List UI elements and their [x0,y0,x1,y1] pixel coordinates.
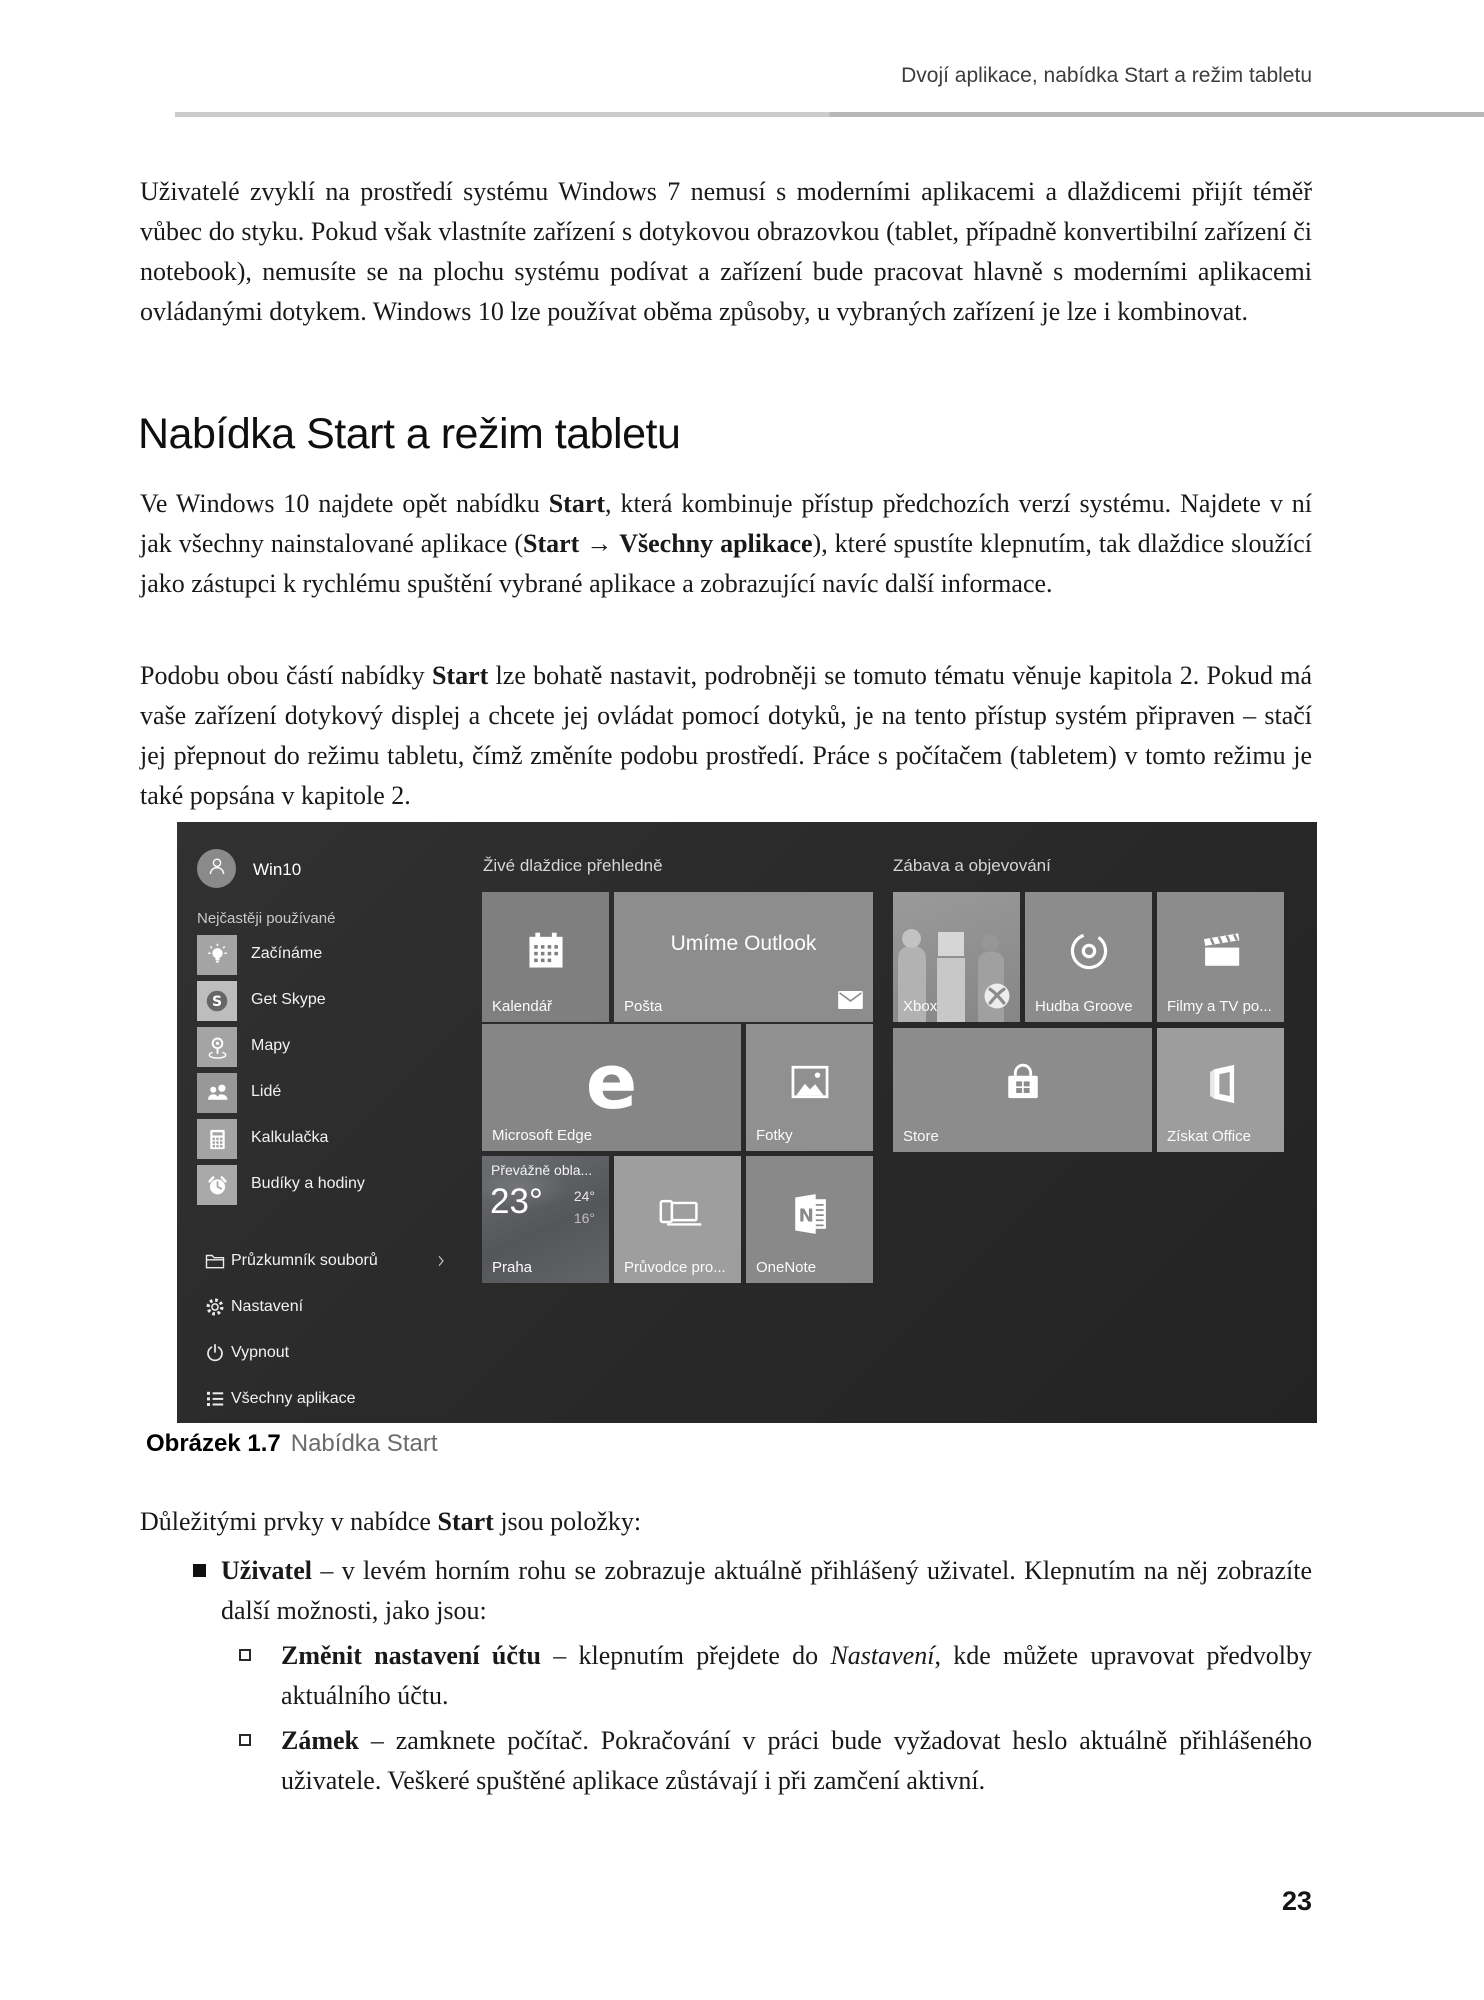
list-intro: Důležitými prvky v nabídce Start jsou položky: [140,1507,642,1536]
most-used-heading: Nejčastěji používané [197,910,336,927]
sidebar-item-lide[interactable]: Lidé [197,1073,497,1113]
sidebar-item-get-skype[interactable]: S Get Skype [197,981,497,1021]
user-name: Win10 [253,860,302,879]
office-logo-icon [1157,1042,1284,1126]
tile-kalendar[interactable]: Kalendář [482,892,609,1022]
skype-icon [197,981,237,1021]
group-heading-fun: Zábava a objevování [893,856,1051,875]
intro-paragraph: Uživatelé zvyklí na prostředí systému Windows 7 nemusí s moderními aplikacemi a dlaždicemi přijít téměř vůbec do styku. Pokud však vlastníte zařízení s dotykovou obrazovkou (tablet, případně konvertibilní zařízení či notebook), nemusíte se na plochu systému podívat a zařízení bude pracovat hlavně s moderními aplikacemi ovládanými dotykem. Windows 10 lze používat oběma způsoby, u vybraných zařízení je lze i kombinovat. [140,177,1312,326]
weather-city: Praha [492,1259,533,1276]
map-pin-icon [197,1027,237,1067]
weather-temperature: 23° [490,1182,543,1221]
store-bag-icon [893,1042,1152,1126]
figure-caption [146,1430,438,1458]
lightbulb-icon [197,935,237,975]
envelope-icon [838,991,863,1014]
start-menu-screenshot [177,822,1317,1423]
hollow-square-bullet-icon [239,1734,251,1746]
sidebar-item-budiky[interactable]: Budíky a hodiny [197,1165,497,1205]
sidebar-item-kalkulacka[interactable]: Kalkulačka [197,1119,497,1159]
header-rule [175,112,1484,117]
tile-xbox[interactable]: Xbox [893,892,1020,1022]
edge-e-icon: e [585,1036,638,1126]
tile-store[interactable]: Store [893,1028,1152,1152]
sidebar-item-mapy[interactable]: Mapy [197,1027,497,1067]
weather-high: 24° [573,1188,595,1204]
list-item-zmenit-nastaveni: Změnit nastavení účtu – klepnutím přejdete do Nastavení, kde můžete upravovat předvolby aktuálního účtu. [140,1636,1312,1716]
running-head: Dvojí aplikace, nabídka Start a režim tabletu [901,64,1312,87]
all-apps-icon [203,1387,227,1411]
folder-icon [203,1249,227,1273]
paragraph-tablet-mode: Podobu obou částí nabídky Start lze bohatě nastavit, podrobněji se tomuto tématu věnuje kapitola 2. Pokud má vaše zařízení dotykový displej a chcete jej ovládat pomocí dotyků, je na tento přístup systém připraven – stačí jej přepnout do režimu tabletu, čímž změníte podobu prostředí. Práce s počítačem (tabletem) v tomto režimu je také popsána v kapitole 2. [140,661,1312,810]
page-number: 23 [1281,1886,1312,1916]
groove-circle-icon [1025,906,1152,996]
hollow-square-bullet-icon [239,1649,251,1661]
alarm-clock-icon [197,1165,237,1205]
figure-caption-text: Nabídka Start [290,1430,438,1457]
user-avatar[interactable] [197,849,236,888]
tile-hudba-groove[interactable]: Hudba Groove [1025,892,1152,1022]
sidebar-item-pruzkumnik[interactable]: Průzkumník souborů [203,1246,503,1276]
devices-icon [614,1170,741,1257]
sidebar-item-nastaveni[interactable]: Nastavení [203,1292,503,1322]
posta-live-message: Umíme Outlook [670,932,817,955]
square-bullet-icon [193,1564,206,1577]
weather-condition: Převážně obla... [491,1162,593,1178]
figure-number: Obrázek 1.7 [146,1430,281,1457]
people-icon [197,1073,237,1113]
photos-icon [746,1038,873,1125]
svg-text:N: N [798,1204,814,1226]
section-heading: Nabídka Start a režim tabletu [138,410,681,458]
calculator-icon [197,1119,237,1159]
power-icon [203,1341,227,1365]
xbox-sphere-icon [982,981,1012,1016]
svg-text:S: S [211,994,223,1011]
onenote-icon [746,1170,873,1257]
chevron-right-icon [433,1253,449,1274]
clapperboard-icon [1157,906,1284,996]
gear-icon [203,1295,227,1319]
list-item-uzivatel: Uživatel – v levém horním rohu se zobrazuje aktuálně přihlášený uživatel. Klepnutím na něj zobrazíte další možnosti, jako jsou: [140,1551,1312,1631]
sidebar-item-vypnout[interactable]: Vypnout [203,1338,503,1368]
calendar-icon [482,906,609,996]
start-items-list [140,1502,1312,1801]
tile-pruvodce[interactable]: Průvodce pro... [614,1156,741,1283]
paragraph-start-menu: Ve Windows 10 najdete opět nabídku Start, která kombinuje přístup předchozích verzí systému. Najdete v ní jak všechny nainstalované aplikace (Start → Všechny aplikace), které spustíte klepnutím, tak dlaždice sloužící jako zástupci k rychlému spuštění vybrané aplikace a zobrazující navíc další informace. [140,489,1312,598]
tile-ziskat-office[interactable]: Získat Office [1157,1028,1284,1152]
tile-microsoft-edge[interactable]: e Microsoft Edge [482,1024,741,1151]
weather-low: 16° [573,1210,595,1226]
tile-fotky[interactable]: Fotky [746,1024,873,1151]
group-heading-live-tiles: Živé dlaždice přehledně [483,856,663,875]
tile-weather[interactable] [482,1156,609,1283]
person-icon [205,854,229,883]
tile-onenote[interactable]: N OneNote [746,1156,873,1283]
sidebar-item-zaciname[interactable]: Začínáme [197,935,497,975]
list-item-zamek: Zámek – zamknete počítač. Pokračování v práci bude vyžadovat heslo aktuálně přihlášeného uživatele. Veškeré spuštěné aplikace zůstávají i při zamčení aktivní. [140,1721,1312,1801]
sidebar-item-vsechny-aplikace[interactable]: Všechny aplikace [203,1384,503,1414]
tile-filmy-tv[interactable]: Filmy a TV po... [1157,892,1284,1022]
tile-posta[interactable]: Umíme Outlook Pošta [614,892,873,1022]
